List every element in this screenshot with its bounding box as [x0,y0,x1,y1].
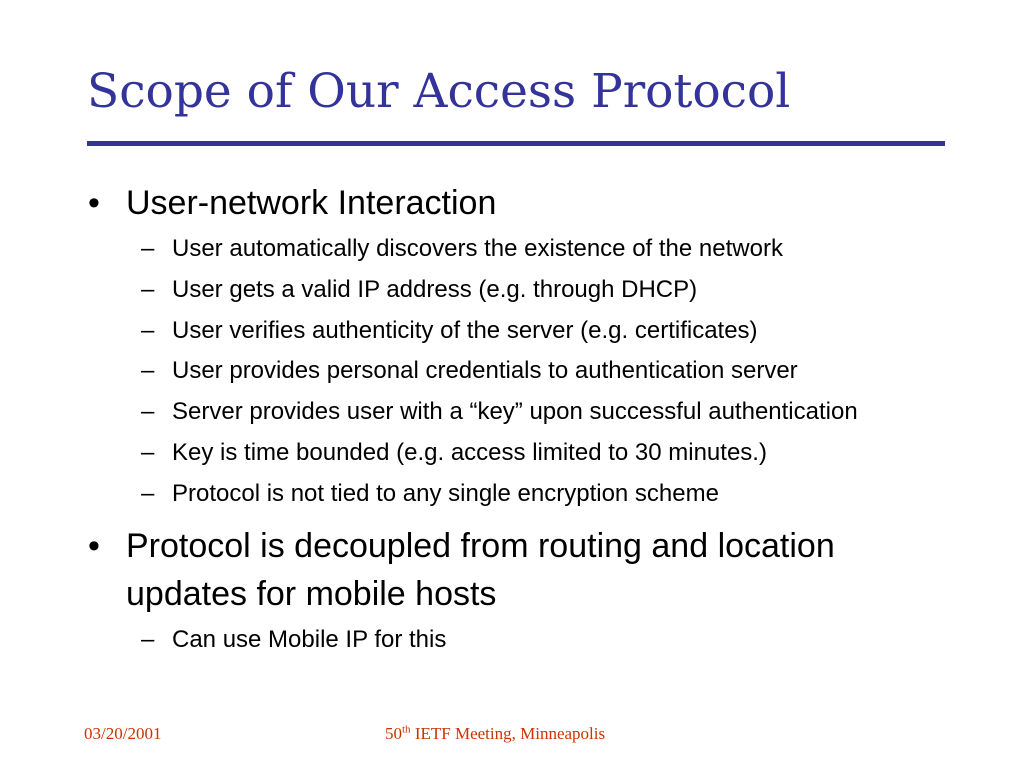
title-underline [87,141,945,146]
sub-bullet-text: User gets a valid IP address (e.g. through DHCP) [172,276,698,303]
sub-bullet-text: User automatically discovers the existence of the network [172,235,783,262]
meeting-text: IETF Meeting, Minneapolis [410,724,606,743]
slide-title: Scope of Our Access Protocol [87,64,791,119]
dash-icon: – [141,276,155,303]
meeting-ordinal-suffix: th [402,723,411,736]
dash-icon: – [141,317,155,344]
dash-icon: – [141,480,155,507]
meeting-number: 50 [385,724,402,743]
dash-icon: – [141,439,155,466]
bullet-text-line-1: Protocol is decoupled from routing and location [126,527,835,565]
sub-bullet-text: Key is time bounded (e.g. access limited to 30 minutes.) [172,439,767,466]
sub-bullet-text: User verifies authenticity of the server (e.g. certificates) [172,317,758,344]
dash-icon: – [141,398,155,425]
sub-bullet-text: User provides personal credentials to authentication server [172,357,798,384]
bullet-dot-icon: • [88,184,100,222]
sub-bullet-text: Protocol is not tied to any single encryption scheme [172,480,719,507]
sub-bullet-text: Can use Mobile IP for this [172,626,447,653]
footer-date: 03/20/2001 [84,724,162,743]
dash-icon: – [141,235,155,262]
bullet-dot-icon: • [88,527,100,565]
footer-meeting [385,724,605,744]
bullet-text-line-2: updates for mobile hosts [126,575,497,613]
dash-icon: – [141,357,155,384]
bullet-text: User-network Interaction [126,184,497,222]
sub-bullet-text: Server provides user with a “key” upon successful authentication [172,398,858,425]
dash-icon: – [141,626,155,653]
